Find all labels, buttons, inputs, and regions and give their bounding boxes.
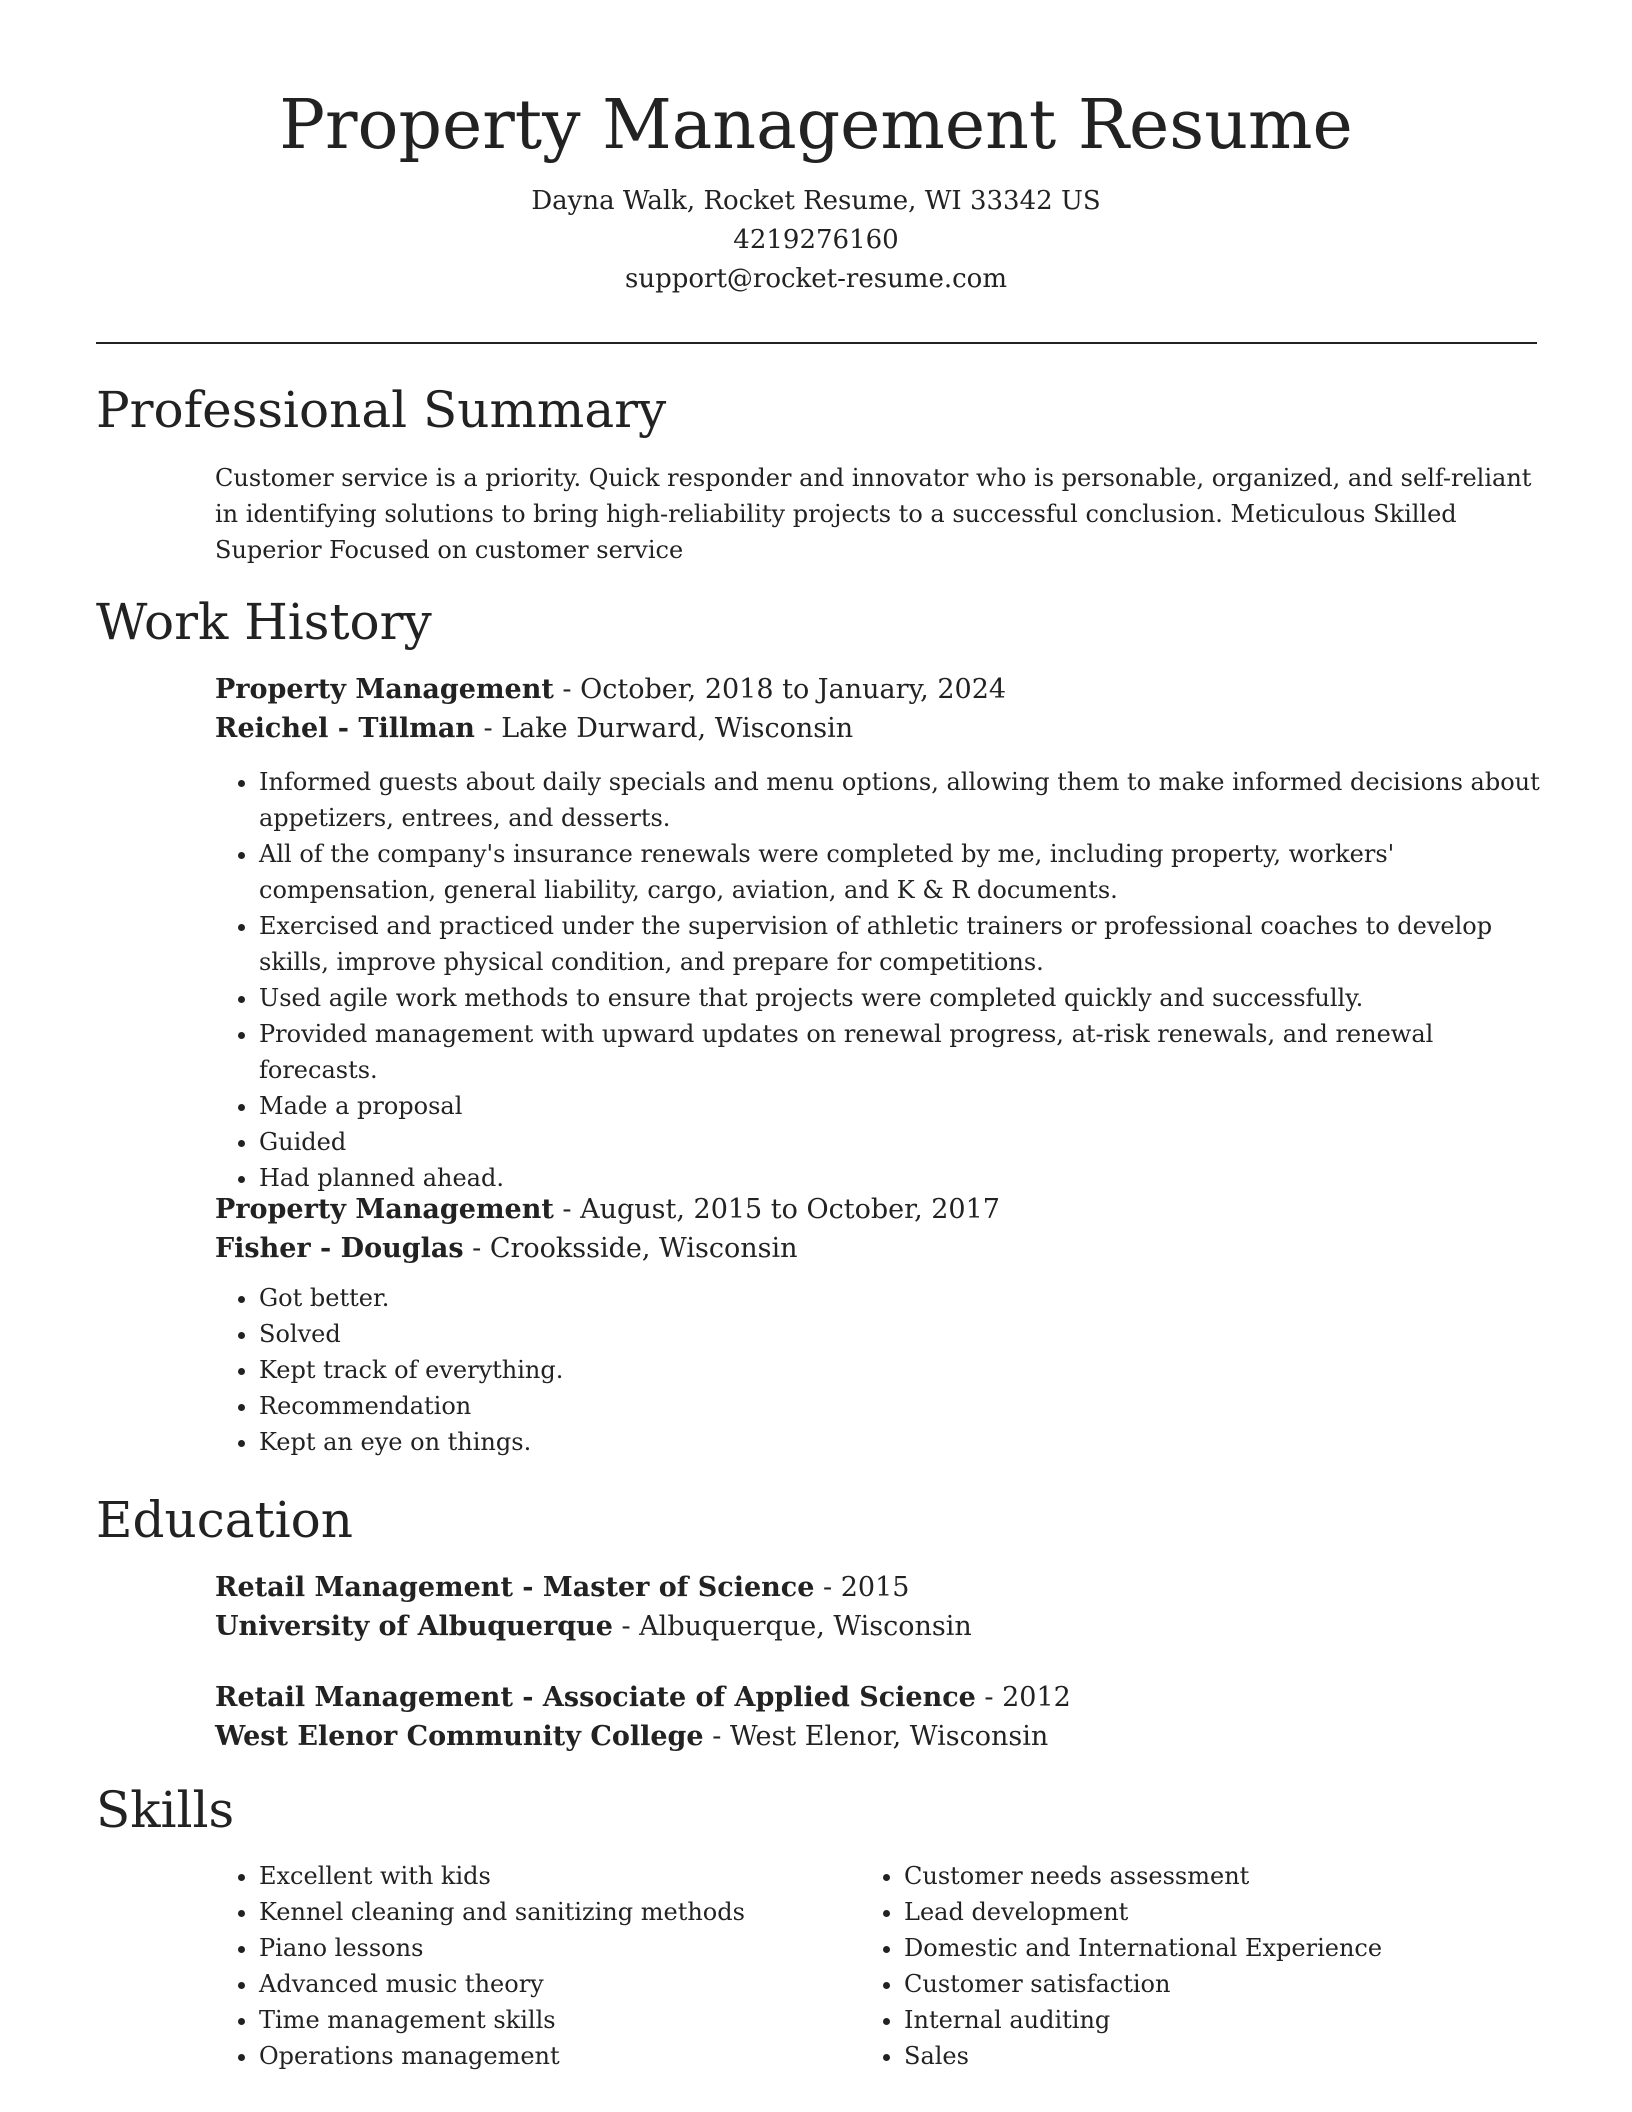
resume-header [0, 78, 1632, 299]
job-title-line [215, 1190, 1545, 1229]
list-item: • Sales [904, 2038, 1500, 2074]
job-dates: - October, 2018 to January, 2024 [553, 674, 1007, 705]
education-entry-2 [215, 1678, 1545, 1756]
list-item: • Informed guests about daily specials and menu options, allowing them to make informed decisions about appetizers, entrees, and desserts. [259, 764, 1545, 836]
job-entry-1 [215, 670, 1545, 1196]
list-item: • Solved [259, 1316, 1545, 1352]
degree: Retail Management - Master of Science [215, 1572, 815, 1603]
school-line [215, 1717, 1545, 1756]
degree: Retail Management - Associate of Applied Science [215, 1682, 976, 1713]
list-item: • Recommendation [259, 1388, 1545, 1424]
job-title: Property Management [215, 674, 554, 705]
list-item: • Provided management with upward updates on renewal progress, at-risk renewals, and renewal forecasts. [259, 1016, 1545, 1088]
page-title: Property Management Resume [279, 86, 1353, 165]
header-divider [96, 342, 1537, 344]
school: University of Albuquerque [215, 1611, 613, 1642]
list-item: • Advanced music theory [259, 1966, 855, 2002]
list-item: • Kennel cleaning and sanitizing methods [259, 1894, 855, 1930]
work-history-heading: Work History [96, 593, 432, 651]
list-item: • Kept track of everything. [259, 1352, 1545, 1388]
education-heading: Education [96, 1491, 353, 1549]
degree-year: - 2015 [814, 1572, 910, 1603]
education-entry-1 [215, 1568, 1545, 1646]
contact-email: support@rocket-resume.com [624, 264, 1007, 294]
skills-list-left [215, 1858, 855, 2074]
job-bullets [215, 1280, 1545, 1460]
list-item: • Customer satisfaction [904, 1966, 1500, 2002]
list-item: • Domestic and International Experience [904, 1930, 1500, 1966]
job-title: Property Management [215, 1194, 554, 1225]
contact-address: Dayna Walk, Rocket Resume, WI 33342 US [531, 186, 1101, 216]
list-item: • All of the company's insurance renewals were completed by me, including property, workers' compensation, general liability, cargo, aviation, and K & R documents. [259, 836, 1545, 908]
list-item: • Operations management [259, 2038, 855, 2074]
contact-phone: 4219276160 [733, 225, 899, 255]
job-employer-line [215, 709, 1545, 748]
job-employer: Fisher - Douglas [215, 1233, 464, 1264]
list-item: • Kept an eye on things. [259, 1424, 1545, 1460]
job-employer: Reichel - Tillman [215, 713, 475, 744]
list-item: • Exercised and practiced under the supervision of athletic trainers or professional coaches to develop skills, improve physical condition, and prepare for competitions. [259, 908, 1545, 980]
school-location: - West Elenor, Wisconsin [703, 1721, 1049, 1752]
list-item: • Time management skills [259, 2002, 855, 2038]
list-item: • Guided [259, 1124, 1545, 1160]
skills-column-right [860, 1858, 1500, 2074]
school-location: - Albuquerque, Wisconsin [612, 1611, 972, 1642]
job-entry-2 [215, 1190, 1545, 1460]
school-line [215, 1607, 1545, 1646]
degree-line [215, 1568, 1545, 1607]
job-location: - Lake Durward, Wisconsin [474, 713, 854, 744]
list-item: • Lead development [904, 1894, 1500, 1930]
list-item: • Used agile work methods to ensure that projects were completed quickly and successfully. [259, 980, 1545, 1016]
degree-line [215, 1678, 1545, 1717]
list-item: • Excellent with kids [259, 1858, 855, 1894]
job-dates: - August, 2015 to October, 2017 [553, 1194, 1000, 1225]
contact-block [0, 182, 1632, 299]
skills-list-right [860, 1858, 1500, 2074]
job-title-line [215, 670, 1545, 709]
skills-column-left [215, 1858, 855, 2074]
list-item: • Made a proposal [259, 1088, 1545, 1124]
list-item: • Piano lessons [259, 1930, 855, 1966]
summary-text: Customer service is a priority. Quick responder and innovator who is personable, organized, and self-reliant in identifying solutions to bring high-reliability projects to a successful conclusion. Meticulous Skilled Superior Focused on customer service [215, 464, 1532, 564]
job-location: - Crooksside, Wisconsin [463, 1233, 798, 1264]
list-item: • Had planned ahead. [259, 1160, 1545, 1196]
list-item: • Got better. [259, 1280, 1545, 1316]
skills-heading: Skills [96, 1781, 235, 1839]
degree-year: - 2012 [975, 1682, 1071, 1713]
list-item: • Internal auditing [904, 2002, 1500, 2038]
school: West Elenor Community College [215, 1721, 704, 1752]
job-bullets [215, 764, 1545, 1196]
job-employer-line [215, 1229, 1545, 1268]
list-item: • Customer needs assessment [904, 1858, 1500, 1894]
summary-heading: Professional Summary [96, 381, 667, 439]
